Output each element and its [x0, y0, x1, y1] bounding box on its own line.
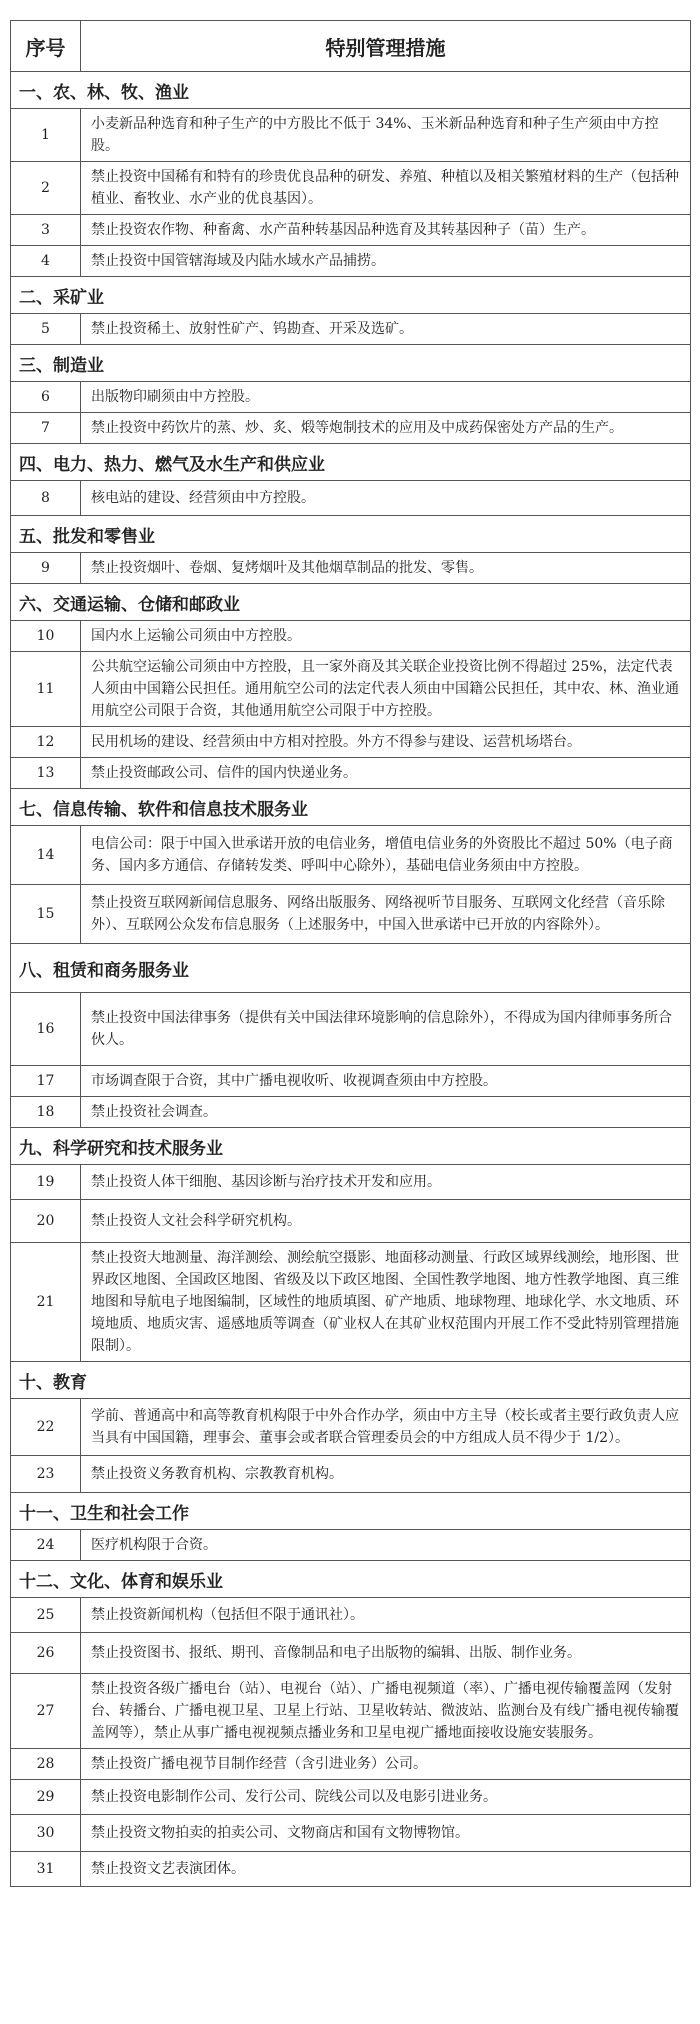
measure-text: 禁止投资中国法律事务（提供有关中国法律环境影响的信息除外），不得成为国内律师事务所合伙人。: [81, 993, 691, 1066]
measure-row: [11, 1200, 691, 1243]
measure-number: 17: [11, 1066, 81, 1097]
measure-text: 禁止投资烟叶、卷烟、复烤烟叶及其他烟草制品的批发、零售。: [81, 553, 691, 584]
measure-text: 核电站的建设、经营须由中方控股。: [81, 481, 691, 516]
section-title: 十二、文化、体育和娱乐业: [11, 1561, 691, 1598]
measure-number: 6: [11, 382, 81, 413]
table-body: [11, 72, 691, 1887]
measure-number: 5: [11, 314, 81, 345]
measure-number: 21: [11, 1243, 81, 1362]
measure-number: 15: [11, 885, 81, 944]
measure-text: 禁止投资文物拍卖的拍卖公司、文物商店和国有文物博物馆。: [81, 1815, 691, 1852]
section-row: [11, 584, 691, 621]
measure-text: 禁止投资中国稀有和特有的珍贵优良品种的研发、养殖、种植以及相关繁殖材料的生产（包括种植业、畜牧业、水产业的优良基因）。: [81, 162, 691, 215]
measure-number: 29: [11, 1780, 81, 1815]
measure-row: [11, 1674, 691, 1749]
measure-text: 禁止投资图书、报纸、期刊、音像制品和电子出版物的编辑、出版、制作业务。: [81, 1633, 691, 1674]
measure-text: 电信公司：限于中国入世承诺开放的电信业务，增值电信业务的外资股比不超过 50%（电子商务、国内多方通信、存储转发类、呼叫中心除外），基础电信业务须由中方控股。: [81, 826, 691, 885]
measure-number: 30: [11, 1815, 81, 1852]
measure-number: 10: [11, 621, 81, 652]
measure-number: 31: [11, 1852, 81, 1887]
measure-row: [11, 652, 691, 727]
measure-text: 禁止投资中药饮片的蒸、炒、炙、煅等炮制技术的应用及中成药保密处方产品的生产。: [81, 413, 691, 444]
measure-row: [11, 481, 691, 516]
section-title: 六、交通运输、仓储和邮政业: [11, 584, 691, 621]
measure-row: [11, 1243, 691, 1362]
measure-row: [11, 758, 691, 789]
section-title: 九、科学研究和技术服务业: [11, 1128, 691, 1165]
measure-row: [11, 885, 691, 944]
section-row: [11, 789, 691, 826]
measure-number: 13: [11, 758, 81, 789]
measure-number: 14: [11, 826, 81, 885]
section-row: [11, 1493, 691, 1530]
measure-number: 20: [11, 1200, 81, 1243]
measure-text: 禁止投资中国管辖海域及内陆水域水产品捕捞。: [81, 246, 691, 277]
header-number: 序号: [11, 21, 81, 72]
measure-text: 小麦新品种选育和种子生产的中方股比不低于 34%、玉米新品种选育和种子生产须由中方控股。: [81, 109, 691, 162]
measure-row: [11, 246, 691, 277]
measure-number: 23: [11, 1456, 81, 1493]
measure-number: 12: [11, 727, 81, 758]
special-measures-table: [10, 20, 691, 1887]
measure-row: [11, 1066, 691, 1097]
measure-text: 禁止投资大地测量、海洋测绘、测绘航空摄影、地面移动测量、行政区域界线测绘，地形图、世界政区地图、全国政区地图、省级及以下政区地图、全国性教学地图、地方性教学地图、真三维地图和导航电子地图编制，区域性的地质填图、矿产地质、地球物理、地球化学、水文地质、环境地质、地质灾害、遥感地质等调查（矿业权人在其矿业权范围内开展工作不受此特别管理措施限制）。: [81, 1243, 691, 1362]
measure-row: [11, 382, 691, 413]
measure-text: 民用机场的建设、经营须由中方相对控股。外方不得参与建设、运营机场塔台。: [81, 727, 691, 758]
measure-text: 市场调查限于合资，其中广播电视收听、收视调查须由中方控股。: [81, 1066, 691, 1097]
measure-number: 26: [11, 1633, 81, 1674]
measure-number: 25: [11, 1598, 81, 1633]
measure-row: [11, 727, 691, 758]
measure-row: [11, 109, 691, 162]
section-row: [11, 72, 691, 109]
measure-text: 禁止投资人文社会科学研究机构。: [81, 1200, 691, 1243]
measure-row: [11, 215, 691, 246]
measure-text: 禁止投资邮政公司、信件的国内快递业务。: [81, 758, 691, 789]
measure-text: 禁止投资电影制作公司、发行公司、院线公司以及电影引进业务。: [81, 1780, 691, 1815]
measure-text: 禁止投资各级广播电台（站）、电视台（站）、广播电视频道（率）、广播电视传输覆盖网（发射台、转播台、广播电视卫星、卫星上行站、卫星收转站、微波站、监测台及有线广播电视传输覆盖网等），禁止从事广播电视视频点播业务和卫星电视广播地面接收设施安装服务。: [81, 1674, 691, 1749]
measure-text: 禁止投资人体干细胞、基因诊断与治疗技术开发和应用。: [81, 1165, 691, 1200]
measure-text: 禁止投资稀土、放射性矿产、钨勘查、开采及选矿。: [81, 314, 691, 345]
measure-row: [11, 553, 691, 584]
measure-row: [11, 1598, 691, 1633]
measure-text: 禁止投资义务教育机构、宗教教育机构。: [81, 1456, 691, 1493]
measure-text: 禁止投资互联网新闻信息服务、网络出版服务、网络视听节目服务、互联网文化经营（音乐除外）、互联网公众发布信息服务（上述服务中，中国入世承诺中已开放的内容除外）。: [81, 885, 691, 944]
measure-row: [11, 1633, 691, 1674]
measure-text: 医疗机构限于合资。: [81, 1530, 691, 1561]
measure-number: 8: [11, 481, 81, 516]
measure-text: 禁止投资新闻机构（包括但不限于通讯社）。: [81, 1598, 691, 1633]
measure-number: 3: [11, 215, 81, 246]
section-title: 八、租赁和商务服务业: [11, 944, 691, 993]
measure-row: [11, 1815, 691, 1852]
section-row: [11, 345, 691, 382]
measure-row: [11, 413, 691, 444]
section-title: 三、制造业: [11, 345, 691, 382]
section-title: 二、采矿业: [11, 277, 691, 314]
measure-row: [11, 1780, 691, 1815]
section-row: [11, 516, 691, 553]
section-title: 十、教育: [11, 1362, 691, 1399]
header-measure: 特别管理措施: [81, 21, 691, 72]
measure-row: [11, 1399, 691, 1456]
table-header-row: [11, 21, 691, 72]
measure-row: [11, 826, 691, 885]
measure-text: 禁止投资农作物、种畜禽、水产苗种转基因品种选育及其转基因种子（苗）生产。: [81, 215, 691, 246]
section-row: [11, 444, 691, 481]
measure-row: [11, 1852, 691, 1887]
measure-number: 1: [11, 109, 81, 162]
measure-row: [11, 1097, 691, 1128]
measure-text: 禁止投资广播电视节目制作经营（含引进业务）公司。: [81, 1749, 691, 1780]
section-row: [11, 944, 691, 993]
section-title: 四、电力、热力、燃气及水生产和供应业: [11, 444, 691, 481]
section-title: 七、信息传输、软件和信息技术服务业: [11, 789, 691, 826]
measure-row: [11, 1749, 691, 1780]
measure-text: 学前、普通高中和高等教育机构限于中外合作办学，须由中方主导（校长或者主要行政负责人应当具有中国国籍，理事会、董事会或者联合管理委员会的中方组成人员不得少于 1/2）。: [81, 1399, 691, 1456]
measure-row: [11, 314, 691, 345]
section-row: [11, 1128, 691, 1165]
measure-row: [11, 1530, 691, 1561]
section-row: [11, 277, 691, 314]
section-row: [11, 1561, 691, 1598]
section-title: 一、农、林、牧、渔业: [11, 72, 691, 109]
measure-row: [11, 1165, 691, 1200]
measure-text: 公共航空运输公司须由中方控股，且一家外商及其关联企业投资比例不得超过 25%，法定代表人须由中国籍公民担任。通用航空公司的法定代表人须由中国籍公民担任，其中农、林、渔业通用航空公司限于合资，其他通用航空公司限于中方控股。: [81, 652, 691, 727]
measure-text: 国内水上运输公司须由中方控股。: [81, 621, 691, 652]
measure-row: [11, 1456, 691, 1493]
measure-row: [11, 993, 691, 1066]
measure-row: [11, 621, 691, 652]
measure-number: 11: [11, 652, 81, 727]
measure-text: 禁止投资社会调查。: [81, 1097, 691, 1128]
measure-number: 28: [11, 1749, 81, 1780]
measure-text: 禁止投资文艺表演团体。: [81, 1852, 691, 1887]
section-title: 五、批发和零售业: [11, 516, 691, 553]
measure-number: 16: [11, 993, 81, 1066]
measure-number: 7: [11, 413, 81, 444]
measure-number: 19: [11, 1165, 81, 1200]
section-title: 十一、卫生和社会工作: [11, 1493, 691, 1530]
section-row: [11, 1362, 691, 1399]
measure-number: 27: [11, 1674, 81, 1749]
measure-number: 18: [11, 1097, 81, 1128]
measure-number: 9: [11, 553, 81, 584]
measure-text: 出版物印刷须由中方控股。: [81, 382, 691, 413]
measure-number: 2: [11, 162, 81, 215]
measure-number: 22: [11, 1399, 81, 1456]
measure-number: 4: [11, 246, 81, 277]
measure-row: [11, 162, 691, 215]
measure-number: 24: [11, 1530, 81, 1561]
